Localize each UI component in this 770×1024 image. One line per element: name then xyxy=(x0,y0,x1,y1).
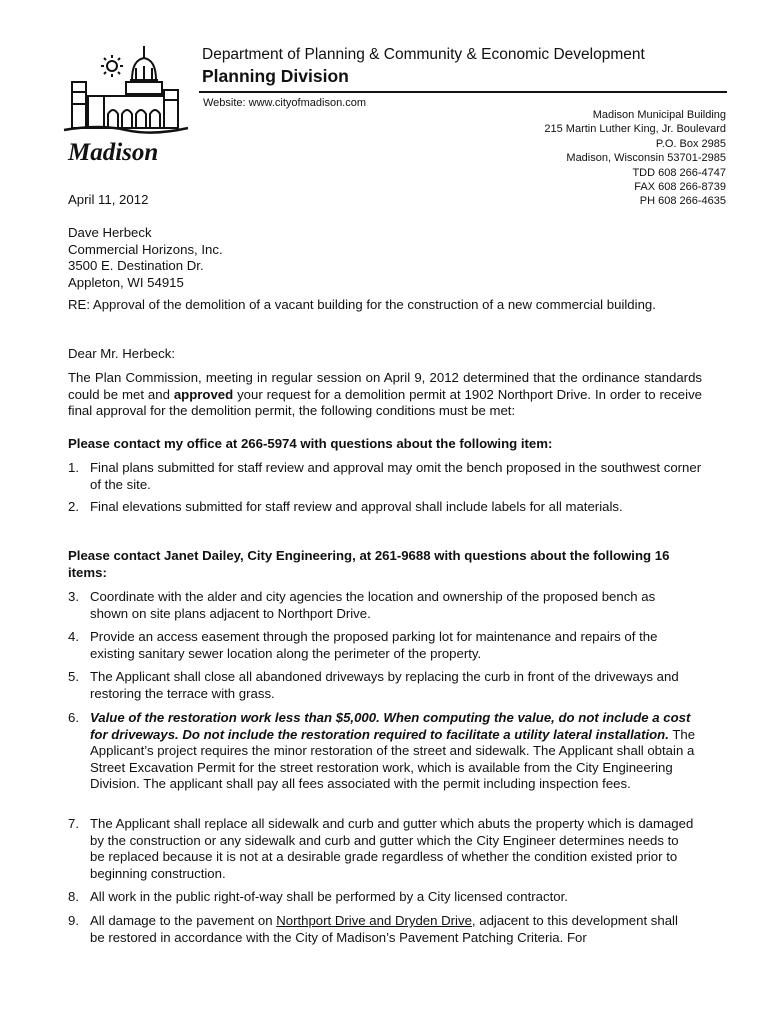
item-text: Coordinate with the alder and city agencies the location and ownership of the proposed bench as shown on site plans adjacent to Northport Drive. xyxy=(90,589,656,621)
address-line: P.O. Box 2985 xyxy=(655,137,726,150)
item-text: Final plans submitted for staff review and approval may omit the bench proposed in the southwest corner of the site. xyxy=(90,460,702,492)
address-block xyxy=(480,108,726,209)
condition-item xyxy=(68,499,710,516)
condition-item xyxy=(68,913,710,946)
item-text: All work in the public right-of-way shall be performed by a City licensed contractor. xyxy=(90,889,568,904)
item-text: Provide an access easement through the proposed parking lot for maintenance and repairs of the existing sanitary sewer location along the perimeter of the property. xyxy=(90,629,658,661)
website-link[interactable]: Website: www.cityofmadison.com xyxy=(203,97,367,109)
address-line: Madison Municipal Building xyxy=(592,109,726,121)
logo-wordmark: Madison xyxy=(68,139,159,166)
condition-item xyxy=(68,629,710,662)
item-number: 5. xyxy=(68,669,79,684)
header-divider xyxy=(199,91,727,93)
item-number: 4. xyxy=(68,629,79,644)
item-number: 7. xyxy=(68,816,79,831)
item-text: The Applicant shall close all abandoned driveways by replacing the curb in front of the driveways and restoring the terrace with grass. xyxy=(90,669,679,701)
address-line: Madison, Wisconsin 53701-2985 xyxy=(566,152,726,165)
section-heading-planning: Please contact my office at 266-5974 with questions about the following item: xyxy=(68,436,553,451)
capitol-building-icon xyxy=(60,44,190,168)
item-number: 8. xyxy=(68,889,79,904)
restoration-value-emphasis: Value of the restoration work less than $5,000. When computing the value, do not include a cost for driveways. Do not include the restoration required to facilitate a utility lateral installation. xyxy=(90,710,691,742)
item-number: 3. xyxy=(68,589,79,604)
tdd-number: TDD 608 266-4747 xyxy=(632,166,726,179)
city-of-madison-logo xyxy=(60,44,190,168)
division-name: Planning Division xyxy=(202,66,349,86)
item-number: 2. xyxy=(68,499,79,514)
section-heading-engineering: Please contact Janet Dailey, City Engineering, at 261-9688 with questions about the following 16 items: xyxy=(68,548,670,580)
address-line: 215 Martin Luther King, Jr. Boulevard xyxy=(544,123,726,136)
item-text-continued: The Applicant’s project requires the minor restoration of the street and sidewalk. The Applicant shall obtain a Street Excavation Permit for the street restoration work, which is available from the City Engineering Division. The applicant shall pay all fees associated with the permit including inspection fees. xyxy=(90,726,696,791)
item-text xyxy=(90,913,690,946)
fax-number: FAX 608 266-8739 xyxy=(634,181,726,194)
recipient-street: 3500 E. Destination Dr. xyxy=(68,258,204,273)
salutation: Dear Mr. Herbeck: xyxy=(68,346,175,361)
item-text-start: All damage to the pavement on xyxy=(90,913,277,928)
recipient-city: Appleton, WI 54915 xyxy=(68,274,184,290)
recipient-company: Commercial Horizons, Inc. xyxy=(68,241,223,257)
item-text-end: adjacent to this development shall be restored in accordance with the City of Madison’s Pavement Patching Criteria. For xyxy=(90,913,678,945)
department-name: Department of Planning & Community & Economic Development xyxy=(202,46,645,63)
item-text xyxy=(90,710,702,793)
condition-item xyxy=(68,710,710,793)
approved-emphasis: approved xyxy=(173,386,234,402)
letter-date: April 11, 2012 xyxy=(68,192,149,207)
condition-item xyxy=(68,589,710,622)
condition-item xyxy=(68,889,710,906)
intro-text: your request for a demolition permit at 1902 Northport Drive. In order to receive final approval for the demolition permit, the following conditions must be met: xyxy=(68,386,702,418)
item-number: 6. xyxy=(68,710,79,725)
intro-paragraph xyxy=(68,370,702,420)
condition-item xyxy=(68,460,710,493)
recipient-block xyxy=(68,225,223,291)
item-text: Final elevations submitted for staff review and approval shall include labels for all materials. xyxy=(90,499,623,514)
street-names-underlined: Northport Drive and Dryden Drive, xyxy=(276,913,476,928)
condition-item xyxy=(68,669,710,702)
item-text: The Applicant shall replace all sidewalk and curb and gutter which abuts the property which is damaged by the construction or any sidewalk and curb and gutter which the City Engineer determines needs to be replaced because it is not at a desirable grade regardless of whether the condition existed prior to beginning construction. xyxy=(90,816,694,881)
item-number: 9. xyxy=(68,913,79,928)
subject-line: RE: Approval of the demolition of a vacant building for the construction of a new commercial building. xyxy=(68,297,656,312)
phone-number: PH 608 266-4635 xyxy=(639,195,726,208)
recipient-name: Dave Herbeck xyxy=(68,225,152,240)
intro-text: The Plan Commission, meeting in regular session on April 9, 2012 determined that the ordinance standards could be met and xyxy=(68,370,702,402)
condition-item xyxy=(68,816,710,882)
item-number: 1. xyxy=(68,460,79,475)
